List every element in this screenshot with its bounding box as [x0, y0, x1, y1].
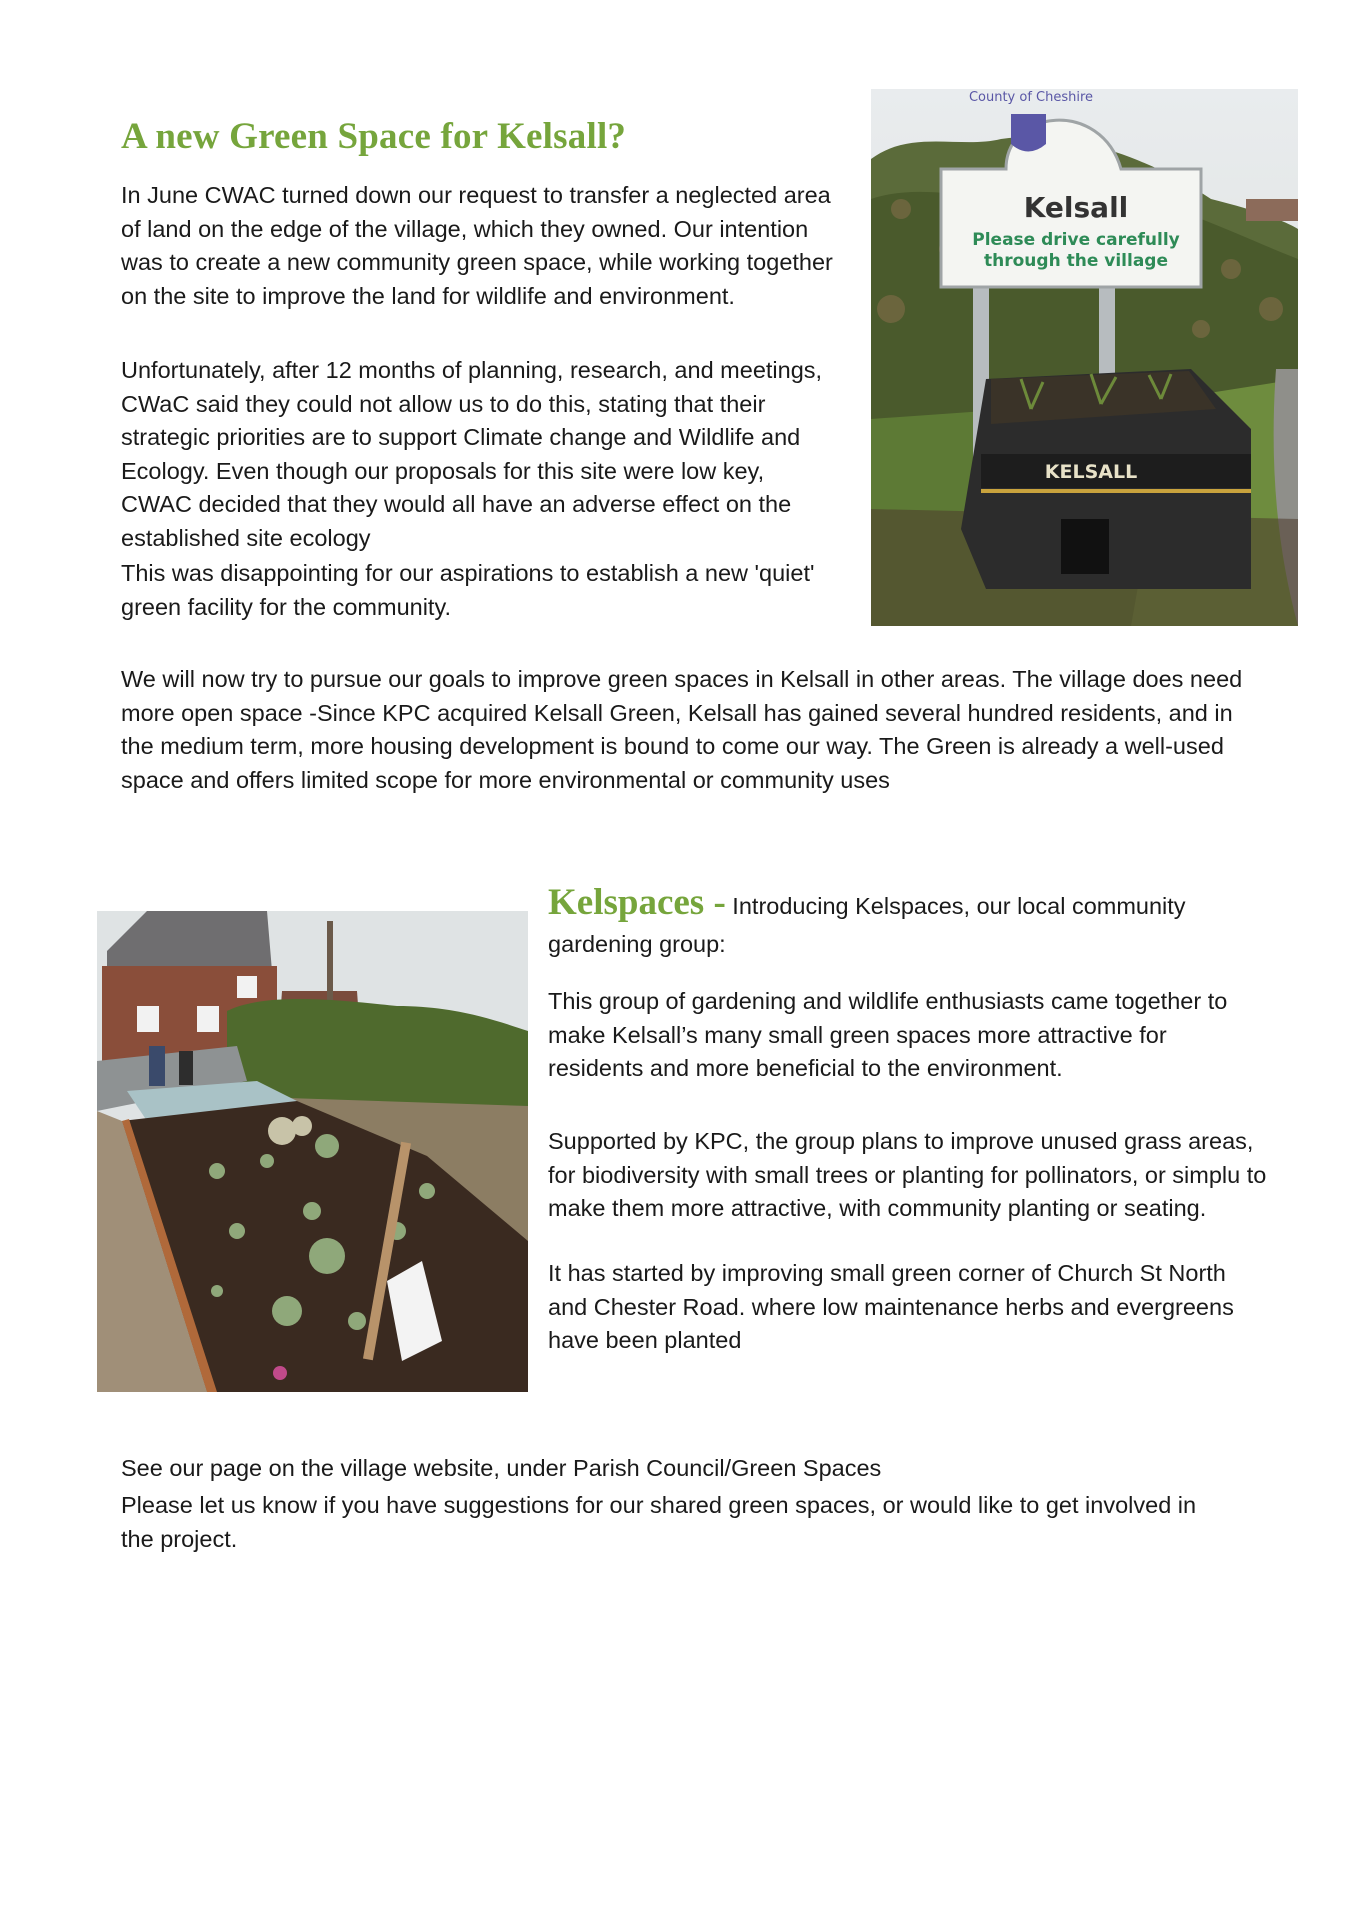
sign-line-1: Please drive carefully	[972, 230, 1180, 250]
kelspaces-paragraph-1: This group of gardening and wildlife enthusiasts came together to make Kelsall’s many small green spaces more attractive for residents and more beneficial to the environment.	[548, 988, 1228, 1081]
intro-paragraph-3: This was disappointing for our aspirations to establish a new 'quiet' green facility for the community.	[121, 560, 815, 620]
sign-county-text: County of Cheshire	[968, 90, 1094, 105]
kelspaces-paragraph-3: It has started by improving small green corner of Church St North and Chester Road. where low maintenance herbs and evergreens have been planted	[548, 1260, 1234, 1353]
intro-paragraph-2: Unfortunately, after 12 months of planning, research, and meetings, CWaC said they could not allow us to do this, stating that their strategic priorities are to support Climate change and Wildlife and Ecology. Even though our proposals for this site were low key, CWAC decided that they would all have an adverse effect on the established site ecology	[121, 357, 823, 551]
contact-note: Please let us know if you have suggestions for our shared green spaces, or would like to get involved in the project.	[121, 1492, 1197, 1552]
intro-paragraph-1: In June CWAC turned down our request to transfer a neglected area of land on the edge of the village, which they owned. Our intention was to create a new community green space, while working together on the site to improve the land for wildlife and environment.	[121, 182, 833, 309]
kelspaces-heading	[548, 884, 1268, 963]
sign-line-2: through the village	[984, 251, 1168, 271]
sign-name: Kelsall	[1023, 191, 1129, 224]
kelspaces-title: Kelspaces -	[548, 882, 726, 923]
kelspaces-paragraph-2: Supported by KPC, the group plans to improve unused grass areas, for biodiversity with small trees or planting for pollinators, or simplu to make them more attractive, with community planting or seating.	[548, 1128, 1267, 1221]
goals-paragraph: We will now try to pursue our goals to improve green spaces in Kelsall in other areas. The village does need more open space -Since KPC acquired Kelsall Green, Kelsall has gained several hundred residents, and in the medium term, more housing development is bound to come our way. The Green is already a well-used space and offers limited scope for more environmental or community uses	[121, 666, 1243, 793]
kelspaces-intro: Introducing Kelspaces, our local community gardening group:	[548, 893, 1186, 957]
page-title: A new Green Space for Kelsall?	[121, 116, 627, 157]
planter-label: KELSALL	[1044, 461, 1138, 483]
garden-bed-photo	[97, 911, 528, 1392]
kelsall-sign-photo	[871, 89, 1298, 626]
website-note: See our page on the village website, under Parish Council/Green Spaces	[121, 1455, 882, 1481]
